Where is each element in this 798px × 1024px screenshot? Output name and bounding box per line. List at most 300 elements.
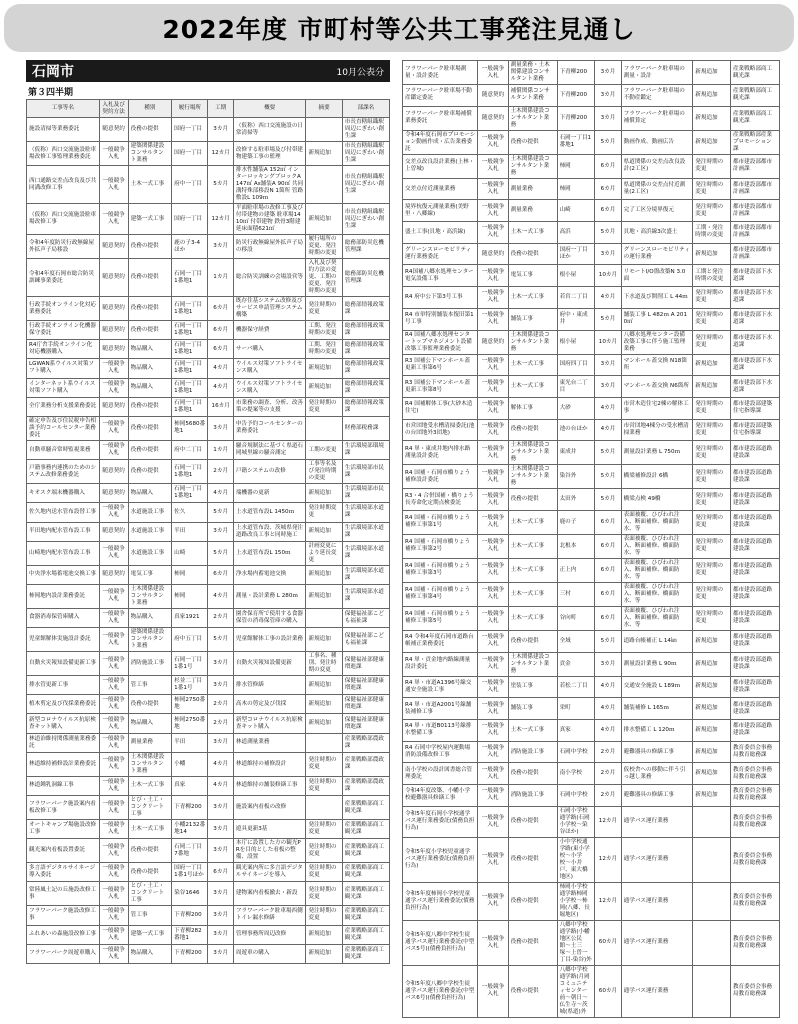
table-cell: 真家 xyxy=(557,720,595,742)
table-cell: 施設清掃等業務委託 xyxy=(27,118,100,142)
table-cell: 都市建設部下水道課 xyxy=(730,308,779,330)
table-cell: 都市建設部道路建設課 xyxy=(730,698,779,720)
table-row xyxy=(403,630,780,652)
table-cell: 60カ月 xyxy=(595,965,621,1017)
table-cell: 中央浄水場蓄電池交換工事 xyxy=(27,565,100,584)
table-cell: 行政手続オンライン化機器保守委託 xyxy=(27,321,100,340)
table-cell: 都市建設部建築住宅指導課 xyxy=(730,419,779,441)
table-row xyxy=(403,243,780,265)
table-cell: 一般競争入札 xyxy=(99,882,128,906)
table-cell: 南小学校の設計図書総合管理委託 xyxy=(403,763,478,785)
table-row xyxy=(27,321,390,340)
table-cell: 2カ月 xyxy=(595,763,621,785)
table-cell: 表面被覆、ひびわれ注入、断面補修、橋面防水、等 xyxy=(621,606,693,630)
table-row xyxy=(27,733,390,752)
table-cell: 12カ月 xyxy=(208,142,233,166)
table-row xyxy=(27,166,390,204)
table-cell: 施設案内看板の改修 xyxy=(233,796,306,820)
table-cell: 舗装補修 L 165ｍ xyxy=(621,698,693,720)
table-cell: 一般競争入札 xyxy=(478,785,508,807)
table-cell: 随意契約 xyxy=(478,85,508,107)
table-cell: 保健福祉部健康増進課 xyxy=(342,652,389,676)
table-cell: 新規追加 xyxy=(693,354,731,376)
table-cell: 都市建設部建築住宅指導課 xyxy=(730,397,779,419)
table-cell: 土木一式工事 xyxy=(508,534,557,558)
table-cell: 電気工事 xyxy=(508,265,557,287)
table-cell: 6カ月 xyxy=(208,321,233,340)
period-label: 第３四半期 xyxy=(28,88,74,98)
table-cell: 杉並二丁目1番1号 xyxy=(172,676,208,695)
table-cell: R4 国補・石岡市橋りょう補修工事第4号 xyxy=(403,582,478,606)
table-cell: 保健福祉部健康増進課 xyxy=(342,695,389,714)
table-cell: 下青柳200 xyxy=(557,106,595,130)
table-cell: 仮校舎への移動に伴う引っ越し業務 xyxy=(621,763,693,785)
table-cell: 4カ月 xyxy=(595,698,621,720)
table-cell: 解体工事 xyxy=(508,397,557,419)
table-cell: 石岡二丁目7番地 xyxy=(172,839,208,863)
table-cell: 保健福祉部健康増進課 xyxy=(342,676,389,695)
table-cell: 4カ月 xyxy=(595,419,621,441)
table-row xyxy=(403,419,780,441)
table-row xyxy=(403,154,780,178)
table-cell: 5カ月 xyxy=(595,630,621,652)
table-row xyxy=(403,287,780,309)
table-cell: 正上内 xyxy=(557,558,595,582)
table-cell: 土木関係建設コンサルタント業務 xyxy=(508,441,557,465)
table-cell: 物品購入 xyxy=(128,944,172,963)
table-cell: 一般競争入札 xyxy=(99,166,128,204)
table-row xyxy=(27,204,390,235)
table-cell: 発注時期の変更 xyxy=(693,606,731,630)
table-cell: 工期と発注時期の変更 xyxy=(693,265,731,287)
table-cell: 土木関係建設コンサルタント業務 xyxy=(508,465,557,489)
table-cell: 石岡中学校 xyxy=(557,741,595,763)
table-cell: 石岡小学校通学路(石岡小学校〜染谷ほか) xyxy=(557,806,595,837)
table-row xyxy=(403,510,780,534)
table-cell: 新規追加 xyxy=(306,522,342,541)
table-cell: インターネット系ウイルス対策ソフト購入 xyxy=(27,378,100,397)
table-cell: 土木関係建設コンサルタント業務 xyxy=(508,330,557,354)
table-cell: 一般競争入札 xyxy=(478,441,508,465)
table-cell: 北根本 xyxy=(557,534,595,558)
table-cell: 土木一式工事 xyxy=(508,558,557,582)
table-cell: （仮称）西口交流施設の日常清掃等 xyxy=(233,118,306,142)
table-cell: 既存住基システム改修及びサービス申請管理システム構築 xyxy=(233,297,306,321)
table-cell: 貝地・高浜線3次盛土 xyxy=(621,222,693,244)
table-cell: 総務部情報政策課 xyxy=(342,359,389,378)
table-row xyxy=(27,776,390,795)
table-cell: 60カ月 xyxy=(595,920,621,965)
table-cell: 物品購入 xyxy=(128,359,172,378)
table-cell: 新規追加 xyxy=(693,698,731,720)
table-cell: 発注時期の変更 xyxy=(693,154,731,178)
table-cell: 一般競争入札 xyxy=(99,676,128,695)
table-row xyxy=(27,863,390,882)
table-cell: 4カ月 xyxy=(595,676,621,698)
right-column xyxy=(402,60,780,1020)
table-cell: 3カ月 xyxy=(208,235,233,259)
table-row xyxy=(403,376,780,398)
table-cell: 保健福祉部こども福祉課 xyxy=(342,608,389,627)
table-cell: 一般競争入札 xyxy=(478,465,508,489)
table-cell: 財務部税務課 xyxy=(342,416,389,440)
table-cell: 6カ月 xyxy=(208,297,233,321)
table-cell: 2カ月 xyxy=(208,608,233,627)
table-cell: 管工事 xyxy=(128,676,172,695)
table-cell: 一般競争入札 xyxy=(99,796,128,820)
table-cell: R3 国補公下マンホール蓋更新工事第8号 xyxy=(403,376,478,398)
table-cell: 一般競争入札 xyxy=(478,61,508,85)
table-cell: 役務の提供 xyxy=(508,837,557,882)
table-cell: 若宮二丁目 xyxy=(557,287,595,309)
table-cell: 産業戦略部商工観光課 xyxy=(342,863,389,882)
table-cell: 役務の提供 xyxy=(128,235,172,259)
table-cell: 林道測量業務 xyxy=(233,733,306,752)
table-cell: 新規追加 xyxy=(306,584,342,608)
table-cell: 市長直轄組織駅周辺にぎわい創生課 xyxy=(342,166,389,204)
table-cell: 産業戦略部商工観光課 xyxy=(342,944,389,963)
table-cell: 発注時期の変更 xyxy=(306,820,342,839)
table-cell: 建物案内看板撤去・新設 xyxy=(233,882,306,906)
table-cell: 工事名、種別、発注時期の変更 xyxy=(306,652,342,676)
table-cell: 戸籍システムの改修 xyxy=(233,460,306,484)
table-cell: 4カ月 xyxy=(208,484,233,503)
table-cell: 6カ月 xyxy=(595,534,621,558)
table-cell: 随意契約 xyxy=(478,330,508,354)
table-cell: 石岡中学校 xyxy=(557,785,595,807)
table-row xyxy=(403,785,780,807)
table-cell: 5カ月 xyxy=(208,541,233,565)
city-name: 石岡市 xyxy=(32,64,74,80)
table-cell: 一般競争入札 xyxy=(478,265,508,287)
table-cell: 教育委員会事務局教育総務課 xyxy=(730,965,779,1017)
table-cell: 高浜 xyxy=(557,222,595,244)
table-cell: 新規追加 xyxy=(693,130,731,154)
table-cell: 遊具更新3基 xyxy=(233,820,306,839)
table-row xyxy=(403,676,780,698)
table-row xyxy=(27,608,390,627)
table-cell: 佐久 xyxy=(172,503,208,522)
table-cell: 教育委員会事務局教育総務課 xyxy=(730,763,779,785)
header-cell: 工期 xyxy=(208,100,233,118)
table-cell: 10カ月 xyxy=(595,265,621,287)
table-cell: 10カ月 xyxy=(595,330,621,354)
table-cell: 保健福祉部こども福祉課 xyxy=(342,628,389,652)
table-cell: 土木一式工事 xyxy=(508,510,557,534)
table-cell: 3カ月 xyxy=(208,944,233,963)
table-cell: 新規追加 xyxy=(693,243,731,265)
table-cell: 柿岡 xyxy=(172,584,208,608)
table-cell: 12カ月 xyxy=(595,882,621,920)
table-cell: 発注時期の変更 xyxy=(693,419,731,441)
table-cell: 一般競争入札 xyxy=(478,652,508,676)
table-cell: 半田 xyxy=(172,522,208,541)
table-cell xyxy=(306,608,342,627)
table-cell: 発注時期の変更 xyxy=(306,752,342,776)
table-cell: 柿岡小学校通学路柿岡小学校〜柿岡(八郷、長堀地区) xyxy=(557,882,595,920)
table-cell: フラワーパーク駐車場の不動産鑑定 xyxy=(621,85,693,107)
table-cell: 一般競争入札 xyxy=(478,763,508,785)
table-row xyxy=(27,460,390,484)
table-cell: サーバ購入 xyxy=(233,340,306,359)
table-cell: 都市建設部都市計画課 xyxy=(730,243,779,265)
table-cell: 4カ月 xyxy=(208,378,233,397)
table-cell: 行政手続オンライン化対応業務委託 xyxy=(27,297,100,321)
table-cell: 一般競争入札 xyxy=(478,397,508,419)
table-cell: 平面駐車場の改修工事及び付帯建物の建築 駐車場1410㎡ 付帯建物 鉄骨3階建延床面積621㎡ xyxy=(233,204,306,235)
table-cell: 発注時期の変更 xyxy=(306,839,342,863)
table-cell: 新規追加 xyxy=(306,628,342,652)
table-cell: 浄水場内蓄電池交換 xyxy=(233,565,306,584)
table-cell: 6カ月 xyxy=(595,200,621,222)
table-cell: 発注時期の変更 xyxy=(693,510,731,534)
table-cell: R3 国補公下マンホール蓋更新工事第6号 xyxy=(403,354,478,376)
table-cell: 橋梁補修設計 6橋 xyxy=(621,465,693,489)
table-cell: 発注時期の変更 xyxy=(306,906,342,925)
table-cell: 県道関係の交差点改良設計(2工区) xyxy=(621,154,693,178)
table-cell: 石岡一丁目1番地1 xyxy=(172,484,208,503)
table-row xyxy=(403,397,780,419)
table-cell: 3カ月 xyxy=(208,416,233,440)
table-cell: 水道施設工事 xyxy=(128,503,172,522)
table-cell xyxy=(693,920,731,965)
table-cell: 騒音規制法に基づく県道石岡城里線の騒音測定 xyxy=(233,440,306,459)
table-cell: 動画作成、動画広告 xyxy=(621,130,693,154)
table-cell: 随意契約 xyxy=(99,565,128,584)
table-cell: 測量業務 xyxy=(508,178,557,200)
table-cell: 役務の提供 xyxy=(508,243,557,265)
table-cell: 役務の提供 xyxy=(128,297,172,321)
table-cell: 山崎 xyxy=(172,541,208,565)
table-cell: 役務の提供 xyxy=(128,460,172,484)
table-row xyxy=(403,534,780,558)
table-cell: 3カ月 xyxy=(208,733,233,752)
table-cell: 盛土工事(貝地・高浜線) xyxy=(403,222,478,244)
table-cell: 若松二丁目 xyxy=(557,676,595,698)
table-cell: キオスク端末機器購入 xyxy=(27,484,100,503)
projects-table-right xyxy=(402,60,780,1018)
table-cell: 林道維持の舗装修繕工事 xyxy=(233,776,306,795)
table-cell: 道路台帳補正 L 14㎞ xyxy=(621,630,693,652)
table-cell: 柿岡5680番地1 xyxy=(172,416,208,440)
table-cell: 生活環境部水道課 xyxy=(342,503,389,522)
table-cell: 新規追加 xyxy=(693,106,731,130)
table-cell: 表面被覆、ひびわれ注入、断面補修、橋面防水、等 xyxy=(621,582,693,606)
table-cell: 新規追加 xyxy=(306,944,342,963)
table-cell: 塗装工事 xyxy=(508,676,557,698)
table-cell: 国府一丁目 xyxy=(172,118,208,142)
table-cell: 一般競争入札 xyxy=(478,698,508,720)
table-cell xyxy=(306,733,342,752)
table-cell: 根小屋 xyxy=(557,265,595,287)
table-cell: （仮称）西口交流施設駐車場改修工事監理業務委託 xyxy=(27,142,100,166)
table-cell: 国府一丁目 xyxy=(172,142,208,166)
table-cell: 一般競争入札 xyxy=(99,695,128,714)
table-cell: 新規追加 xyxy=(693,376,731,398)
table-cell: R3・4 合併国補・橋りょう長寿命化定期点検委託 xyxy=(403,489,478,511)
table-cell: 役務の提供 xyxy=(128,259,172,297)
table-cell xyxy=(306,796,342,820)
table-cell: 石岡一丁目1番地1 xyxy=(172,321,208,340)
table-row xyxy=(403,698,780,720)
table-cell: 一般競争入札 xyxy=(99,820,128,839)
table-cell: 2カ月 xyxy=(208,695,233,714)
table-row xyxy=(27,340,390,359)
table-cell: 一般競争入札 xyxy=(99,416,128,440)
table-cell: 観光案内看板設置委託 xyxy=(27,839,100,863)
table-cell: 役務の提供 xyxy=(128,118,172,142)
table-cell: 役務の提供 xyxy=(508,920,557,965)
table-cell: 生活環境部水道課 xyxy=(342,522,389,541)
table-cell: 都市建設部道路建設課 xyxy=(730,510,779,534)
table-cell: 測量・設計業務 L 280ｍ xyxy=(233,584,306,608)
table-cell: 都市建設部都市計画課 xyxy=(730,222,779,244)
table-cell: 下青柳200 xyxy=(172,944,208,963)
table-cell: 産業戦略部商工観光課 xyxy=(342,820,389,839)
table-row xyxy=(27,882,390,906)
table-cell: R4 国補解体工事(大砂木造住宅) xyxy=(403,397,478,419)
table-cell: 産業戦略部商工観光課 xyxy=(342,906,389,925)
table-cell: とび・土工・コンクリート工事 xyxy=(128,796,172,820)
table-cell: 新型コロナウイルス抗原検査キット購入 xyxy=(233,714,306,733)
table-cell: フラワーパーク駐車場不動産鑑定委託 xyxy=(403,85,478,107)
table-cell: 4カ月 xyxy=(208,359,233,378)
table-cell: 下青柳200 xyxy=(172,906,208,925)
table-cell: 上水道管布設、茨城県発注道路改良工事と同時施工 xyxy=(233,522,306,541)
table-cell: 産業戦略部商工観光課 xyxy=(342,839,389,863)
table-cell: 役務の提供 xyxy=(508,763,557,785)
table-cell: 電気工事 xyxy=(128,565,172,584)
table-cell: 舗装工事 xyxy=(508,308,557,330)
table-cell: 下青柳282番地1 xyxy=(172,925,208,944)
table-cell: 土木一式工事 xyxy=(508,606,557,630)
table-row xyxy=(27,440,390,459)
table-cell: 一般競争入札 xyxy=(99,608,128,627)
table-cell: 発注時期の変更 xyxy=(693,287,731,309)
table-cell: R4 国補・石岡市橋りょう補修工事第2号 xyxy=(403,534,478,558)
table-cell: 市長直轄組織駅周辺にぎわい創生課 xyxy=(342,204,389,235)
table-cell: 令和4年度石岡市総合防災訓練事業委託 xyxy=(27,259,100,297)
table-cell: リモートI/O盤改築N 3.0面 xyxy=(621,265,693,287)
table-cell: 発注時期の変更 xyxy=(693,308,731,330)
table-cell: 新規追加 xyxy=(693,720,731,742)
table-row xyxy=(403,763,780,785)
table-cell: 発注時期の変更 xyxy=(693,441,731,465)
table-cell: 総務部情報政策課 xyxy=(342,340,389,359)
table-cell: 都市建設部道路建設課 xyxy=(730,489,779,511)
table-cell: 6カ月 xyxy=(208,863,233,882)
table-cell: グリーンスローモビリティの運行業務 xyxy=(621,243,693,265)
table-cell: 山崎地内配水管布設工事 xyxy=(27,541,100,565)
table-row xyxy=(27,503,390,522)
header-cell: 工事等名 xyxy=(27,100,100,118)
table-cell: 教育委員会事務局教育総務課 xyxy=(730,882,779,920)
left-column xyxy=(26,60,390,1020)
table-cell: 消防施設工事 xyxy=(508,785,557,807)
table-row xyxy=(27,541,390,565)
table-cell: 3カ月 xyxy=(208,652,233,676)
table-cell: 生活環境部環境課 xyxy=(342,440,389,459)
table-cell: 林道治維持関係測量業務委託 xyxy=(27,733,100,752)
header-cell: 概要 xyxy=(233,100,306,118)
table-cell: 八郷水処理センター設備改築工事に伴う施工監理業務 xyxy=(621,330,693,354)
table-cell: 排水管修繕 xyxy=(233,676,306,695)
table-cell: 6カ月 xyxy=(208,565,233,584)
table-cell: 測量業務・土木関係建設コンサルタント業務 xyxy=(508,61,557,85)
table-cell: 土木関係建設コンサルタント業務 xyxy=(128,584,172,608)
table-cell: R4国補八郷水処理センター電気設備工事 xyxy=(403,265,478,287)
table-cell: 土木関係建設コンサルタント業務 xyxy=(128,752,172,776)
table-cell: 通学バス運行業務 xyxy=(621,965,693,1017)
table-cell: 林道維持補修設計業務委託 xyxy=(27,752,100,776)
table-cell: 随意契約 xyxy=(478,106,508,130)
table-cell: 総務部情報政策課 xyxy=(342,321,389,340)
table-cell: 一般競争入札 xyxy=(478,806,508,837)
table-cell: 府中一丁目 xyxy=(172,166,208,204)
table-cell: 随意契約 xyxy=(99,460,128,484)
table-cell xyxy=(306,166,342,204)
header-cell: 種別 xyxy=(128,100,172,118)
table-cell: 物品購入 xyxy=(128,378,172,397)
table-cell: 発注時期の変更 xyxy=(306,776,342,795)
table-cell: R4 国補・石岡市橋りょう補修工事第5号 xyxy=(403,606,478,630)
table-cell: 申告予約コールセンターの業務委託 xyxy=(233,416,306,440)
table-cell: 新規追加 xyxy=(693,785,731,807)
table-cell: 府中五丁目 xyxy=(172,628,208,652)
table-cell: 橋梁点検 49橋 xyxy=(621,489,693,511)
table-cell: 6カ月 xyxy=(595,154,621,178)
table-cell: 小幡 xyxy=(172,752,208,776)
table-cell: とび・土工・コンクリート工事 xyxy=(128,882,172,906)
table-cell: 随意契約 xyxy=(99,235,128,259)
table-cell: 一般競争入札 xyxy=(99,776,128,795)
table-cell: 3カ月 xyxy=(208,522,233,541)
table-row xyxy=(27,944,390,963)
table-cell: 都市建設部道路建設課 xyxy=(730,534,779,558)
table-cell: 保健福祉部健康増進課 xyxy=(342,714,389,733)
table-row xyxy=(403,354,780,376)
table-cell: 新規追加 xyxy=(306,204,342,235)
table-cell: フラワーパーク施設改修工事 xyxy=(27,906,100,925)
table-row xyxy=(27,652,390,676)
table-cell: 5カ月 xyxy=(208,166,233,204)
table-cell: 通学バス運行業務 xyxy=(621,920,693,965)
table-cell: 都市建設部道路建設課 xyxy=(730,558,779,582)
table-cell: 都市建設部下水道課 xyxy=(730,330,779,354)
table-cell: 役務の提供 xyxy=(128,416,172,440)
table-cell: 自動火災報知設備更新工事 xyxy=(27,652,100,676)
table-cell: 石岡一丁目1番地1 xyxy=(557,130,595,154)
table-cell: 国府一丁目ほか xyxy=(557,243,595,265)
table-cell: 一般競争入札 xyxy=(99,204,128,235)
table-cell: 都市建設部都市計画課 xyxy=(730,178,779,200)
table-cell: （仮称）西口交流施設駐車場改修工事 xyxy=(27,204,100,235)
table-cell: 一般競争入札 xyxy=(99,906,128,925)
table-cell xyxy=(693,837,731,882)
table-cell: 一般競争入札 xyxy=(478,676,508,698)
table-cell: フラワーパーク駐車場の補償算定 xyxy=(621,106,693,130)
table-cell: 一般競争入札 xyxy=(478,419,508,441)
table-cell: 建築一式工事 xyxy=(128,204,172,235)
table-cell: 都市建設部下水道課 xyxy=(730,354,779,376)
table-cell: 5カ月 xyxy=(595,489,621,511)
table-cell: 令和4年度石岡市プロモーション動画作成・広告業務委託 xyxy=(403,130,478,154)
table-cell: 教育委員会事務局教育総務課 xyxy=(730,920,779,965)
table-cell: 産業戦略部商工観光課 xyxy=(730,106,779,130)
table-cell: 一般競争入札 xyxy=(478,558,508,582)
table-cell: 西口通路交差点改良及び共同溝改修工事 xyxy=(27,166,100,204)
table-cell: 市営団地受水槽清掃委託(池の台団地外3団地) xyxy=(403,419,478,441)
